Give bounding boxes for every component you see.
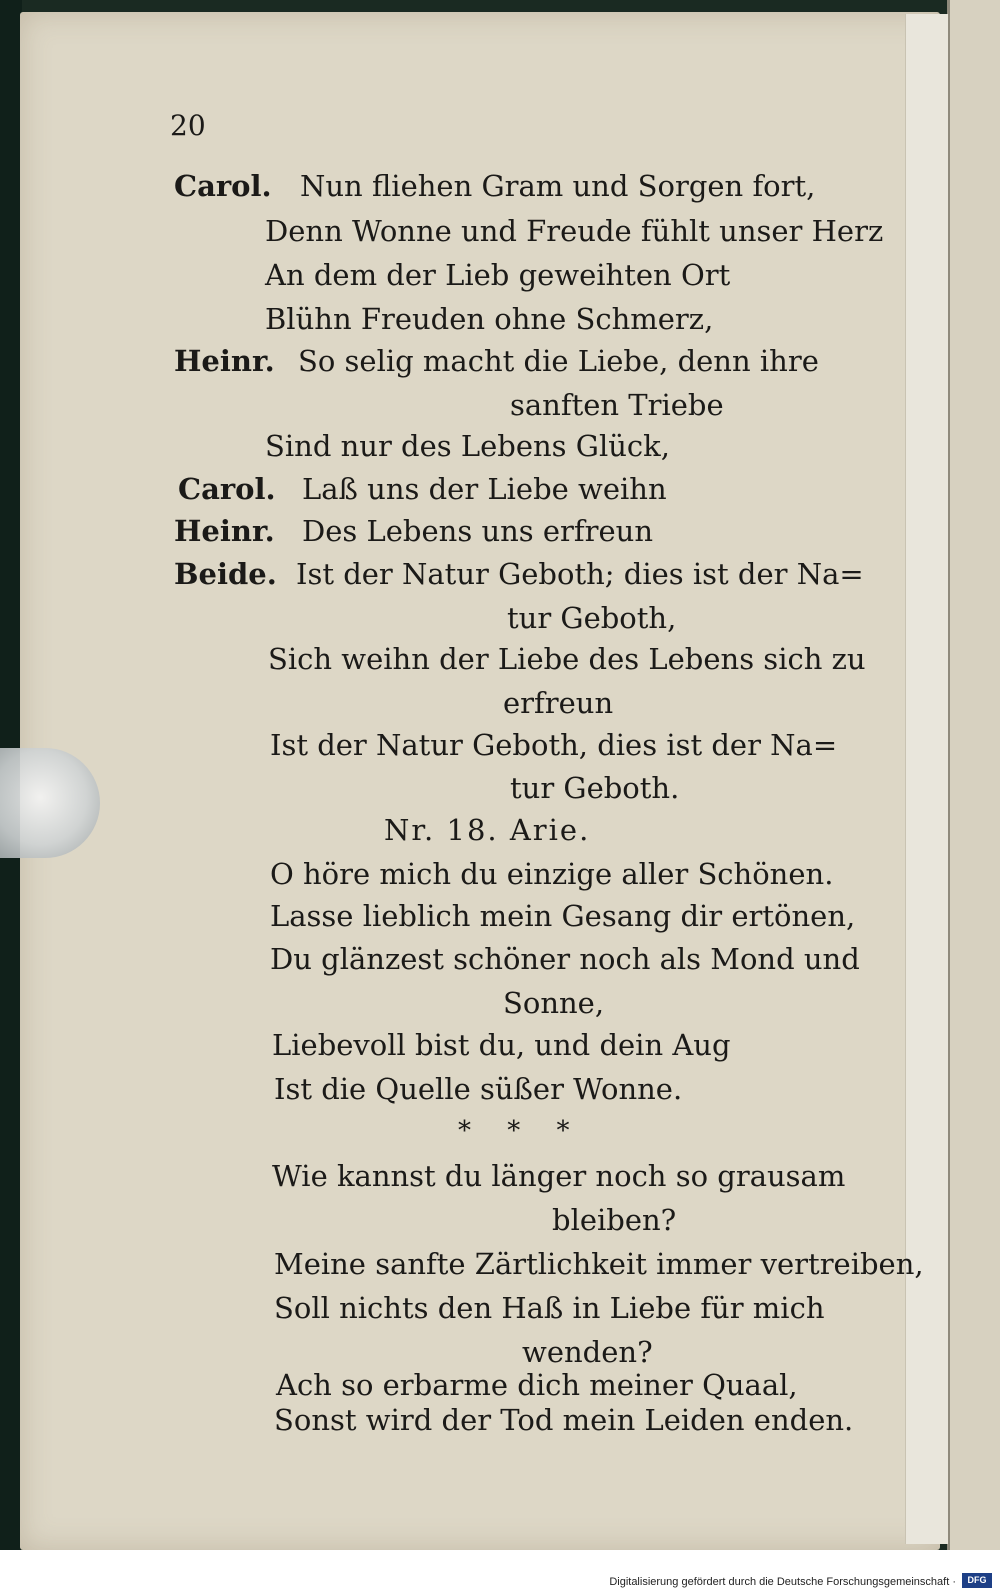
speaker-label: Beide. — [174, 557, 277, 591]
verse-line: sanften Triebe — [510, 388, 724, 422]
verse-line: Sich weihn der Liebe des Lebens sich zu — [268, 642, 866, 676]
page-number: 20 — [170, 109, 206, 142]
next-page-edge — [947, 0, 1000, 1550]
verse-line: bleiben? — [552, 1203, 677, 1237]
verse-line: Ist der Natur Geboth; dies ist der Na= — [296, 557, 864, 591]
verse-line: erfreun — [503, 686, 614, 720]
section-divider: * * * — [458, 1116, 584, 1146]
speaker-label: Carol. — [178, 472, 276, 506]
verse-line: Soll nichts den Haß in Liebe für mich — [274, 1291, 825, 1325]
verse-line: Du glänzest schöner noch als Mond und — [270, 942, 860, 976]
page-edge-strip — [905, 14, 948, 1544]
verse-line: Liebevoll bist du, und dein Aug — [272, 1028, 731, 1062]
verse-line: Ist die Quelle süßer Wonne. — [274, 1072, 683, 1106]
verse-line: Denn Wonne und Freude fühlt unser Herz — [265, 214, 884, 248]
verse-line: tur Geboth. — [510, 771, 680, 805]
verse-line: Sonst wird der Tod mein Leiden enden. — [274, 1403, 854, 1437]
dfg-logo: DFG — [962, 1573, 992, 1588]
verse-line: Wie kannst du länger noch so grausam — [272, 1159, 846, 1193]
verse-line: O höre mich du einzige aller Schönen. — [270, 857, 834, 891]
verse-line: An dem der Lieb geweihten Ort — [265, 258, 731, 292]
verse-line: Nun fliehen Gram und Sorgen fort, — [300, 169, 816, 203]
verse-line: wenden? — [522, 1335, 653, 1369]
verse-line: Sind nur des Lebens Glück, — [265, 429, 670, 463]
verse-line: Ach so erbarme dich meiner Quaal, — [276, 1368, 798, 1402]
verse-line: Ist der Natur Geboth, dies ist der Na= — [270, 728, 838, 762]
verse-line: Meine sanfte Zärtlichkeit immer vertreiben, — [274, 1247, 924, 1281]
verse-line: So selig macht die Liebe, denn ihre — [298, 344, 819, 378]
verse-line: tur Geboth, — [507, 601, 677, 635]
speaker-label: Carol. — [174, 169, 272, 203]
speaker-label: Heinr. — [174, 344, 275, 378]
funding-credit: Digitalisierung gefördert durch die Deutsche Forschungsgemeinschaft · — [609, 1576, 956, 1588]
speaker-label: Heinr. — [174, 514, 275, 548]
verse-line: Des Lebens uns erfreun — [302, 514, 654, 548]
verse-line: Sonne, — [503, 986, 605, 1020]
verse-line: Blühn Freuden ohne Schmerz, — [265, 302, 714, 336]
verse-line: Lasse lieblich mein Gesang dir ertönen, — [270, 899, 856, 933]
verse-line: Laß uns der Liebe weihn — [302, 472, 667, 506]
section-heading: Nr. 18. Arie. — [384, 813, 591, 847]
